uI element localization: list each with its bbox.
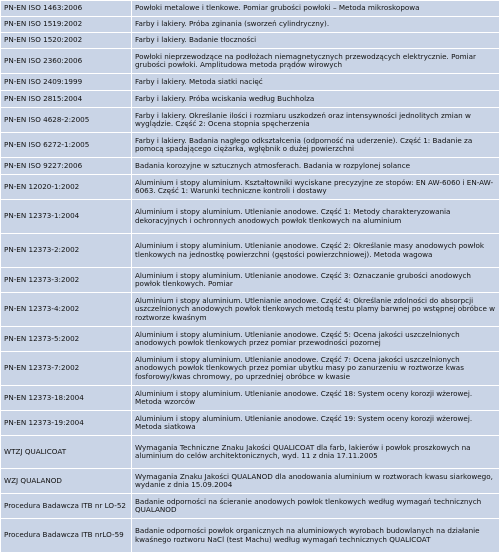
table-row bbox=[1, 293, 500, 327]
standard-description: Farby i lakiery. Próba zginania (sworzeń cylindryczny). bbox=[132, 17, 500, 33]
table-row bbox=[1, 91, 500, 108]
standard-description: Wymagania Techniczne Znaku Jakości QUALICOAT dla farb, lakierów i powłok proszkowych na aluminium do celów architektonicznych, wyd. 11 z dnia 17.11.2005 bbox=[132, 436, 500, 469]
table-row bbox=[1, 74, 500, 91]
standard-code: PN-EN ISO 1519:2002 bbox=[1, 17, 132, 33]
standard-code: PN-EN 12373-18:2004 bbox=[1, 386, 132, 411]
table-row bbox=[1, 108, 500, 133]
table-row bbox=[1, 158, 500, 175]
standard-description: Farby i lakiery. Próba wciskania według Buchholza bbox=[132, 91, 500, 108]
table-row bbox=[1, 352, 500, 386]
table-row bbox=[1, 469, 500, 494]
standard-code: WTZJ QUALICOAT bbox=[1, 436, 132, 469]
table-row bbox=[1, 17, 500, 33]
table-row bbox=[1, 1, 500, 17]
standard-description: Aluminium i stopy aluminium. Utlenianie anodowe. Część 2: Określanie masy anodowych powłok tlenkowych na jednostkę powierzchni (gęstości powierzchniowej). Metoda wagowa bbox=[132, 234, 500, 268]
table-row bbox=[1, 234, 500, 268]
standard-code: PN-EN ISO 9227:2006 bbox=[1, 158, 132, 175]
table-row bbox=[1, 175, 500, 200]
standard-description: Badania korozyjne w sztucznych atmosferach. Badania w rozpylonej solance bbox=[132, 158, 500, 175]
standard-description: Badanie odporności powłok organicznych na aluminiowych wyrobach budowlanych na działanie kwaśnego roztworu NaCl (test Machu) według wymagań technicznych QUALICOAT bbox=[132, 519, 500, 553]
standard-code: PN-EN ISO 2409:1999 bbox=[1, 74, 132, 91]
table-row bbox=[1, 386, 500, 411]
standard-description: Aluminium i stopy aluminium. Utlenianie anodowe. Część 3: Oznaczanie grubości anodowych powłok tlenkowych. Pomiar bbox=[132, 268, 500, 293]
table-row bbox=[1, 519, 500, 553]
standard-code: PN-EN ISO 2360:2006 bbox=[1, 49, 132, 74]
standard-code: WZJ QUALANOD bbox=[1, 469, 132, 494]
standard-code: PN-EN 12373-2:2002 bbox=[1, 234, 132, 268]
table-row bbox=[1, 327, 500, 352]
standard-code: PN-EN ISO 6272-1:2005 bbox=[1, 133, 132, 158]
standard-description: Badanie odporności na ścieranie anodowych powłok tlenkowych według wymagań technicznych QUALANOD bbox=[132, 494, 500, 519]
standards-table-body bbox=[1, 1, 500, 553]
table-row bbox=[1, 200, 500, 234]
table-row bbox=[1, 411, 500, 436]
standard-description: Farby i lakiery. Badania nagłego odkształcenia (odporność na uderzenie). Część 1: Badanie za pomocą spadającego ciężarka, wgłębnik o dużej powierzchni bbox=[132, 133, 500, 158]
standard-code: PN-EN ISO 2815:2004 bbox=[1, 91, 132, 108]
standard-code: Procedura Badawcza ITB nr LO-52 bbox=[1, 494, 132, 519]
table-row bbox=[1, 268, 500, 293]
standard-code: PN-EN 12373-4:2002 bbox=[1, 293, 132, 327]
standard-description: Aluminium i stopy aluminium. Utlenianie anodowe. Część 19: System oceny korozji wżerowej. Metoda siatkowa bbox=[132, 411, 500, 436]
standard-description: Farby i lakiery. Określanie ilości i rozmiaru uszkodzeń oraz intensywności jednolitych zmian w wyglądzie. Część 2: Ocena stopnia spęcherzenia bbox=[132, 108, 500, 133]
table-row bbox=[1, 494, 500, 519]
table-row bbox=[1, 49, 500, 74]
standard-code: PN-EN 12020-1:2002 bbox=[1, 175, 132, 200]
standard-description: Aluminium i stopy aluminium. Utlenianie anodowe. Część 18: System oceny korozji wżerowej. Metoda wzorców bbox=[132, 386, 500, 411]
standard-description: Wymagania Znaku Jakości QUALANOD dla anodowania aluminium w roztworach kwasu siarkowego, wydanie z dnia 15.09.2004 bbox=[132, 469, 500, 494]
standard-code: PN-EN 12373-1:2004 bbox=[1, 200, 132, 234]
standard-code: Procedura Badawcza ITB nrLO-59 bbox=[1, 519, 132, 553]
standard-description: Aluminium i stopy aluminium. Utlenianie anodowe. Część 1: Metody charakteryzowania dekoracyjnych i ochronnych anodowych powłok tlenkowych na aluminium bbox=[132, 200, 500, 234]
standard-code: PN-EN ISO 1463:2006 bbox=[1, 1, 132, 17]
standard-code: PN-EN 12373-3:2002 bbox=[1, 268, 132, 293]
standard-description: Aluminium i stopy aluminium. Utlenianie anodowe. Część 4: Określanie zdolności do absorpcji uszczelnionych anodowych powłok tlenkowych metodą testu plamy barwnej po wstępnej obróbce w roztworze kwaśnym bbox=[132, 293, 500, 327]
standard-description: Aluminium i stopy aluminium. Kształtowniki wyciskane precyzyjne ze stopów: EN AW-6060 i EN-AW-6063. Część 1: Warunki techniczne kontroli i dostawy bbox=[132, 175, 500, 200]
standard-description: Powłoki metalowe i tlenkowe. Pomiar grubości powłoki – Metoda mikroskopowa bbox=[132, 1, 500, 17]
standard-code: PN-EN 12373-5:2002 bbox=[1, 327, 132, 352]
standard-description: Aluminium i stopy aluminium. Utlenianie anodowe. Część 7: Ocena jakości uszczelnionych anodowych powłok tlenkowych przez pomiar ubytku masy po zanurzeniu w roztworze kwas fosforowy/kwas chromowy, po uprzedniej obróbce w kwasie bbox=[132, 352, 500, 386]
standard-description: Farby i lakiery. Badanie tłoczności bbox=[132, 33, 500, 49]
standard-code: PN-EN ISO 1520:2002 bbox=[1, 33, 132, 49]
standard-description: Farby i lakiery. Metoda siatki nacięć bbox=[132, 74, 500, 91]
table-row bbox=[1, 436, 500, 469]
standard-description: Powłoki nieprzewodzące na podłożach niemagnetycznych przewodzących elektrycznie. Pomiar grubości powłoki. Amplitudowa metoda prądów wirowych bbox=[132, 49, 500, 74]
standard-code: PN-EN ISO 4628-2:2005 bbox=[1, 108, 132, 133]
standard-description: Aluminium i stopy aluminium. Utlenianie anodowe. Część 5: Ocena jakości uszczelnionych anodowych powłok tlenkowych przez pomiar przewodności pozornej bbox=[132, 327, 500, 352]
standard-code: PN-EN 12373-19:2004 bbox=[1, 411, 132, 436]
table-row bbox=[1, 33, 500, 49]
standard-code: PN-EN 12373-7:2002 bbox=[1, 352, 132, 386]
table-row bbox=[1, 133, 500, 158]
